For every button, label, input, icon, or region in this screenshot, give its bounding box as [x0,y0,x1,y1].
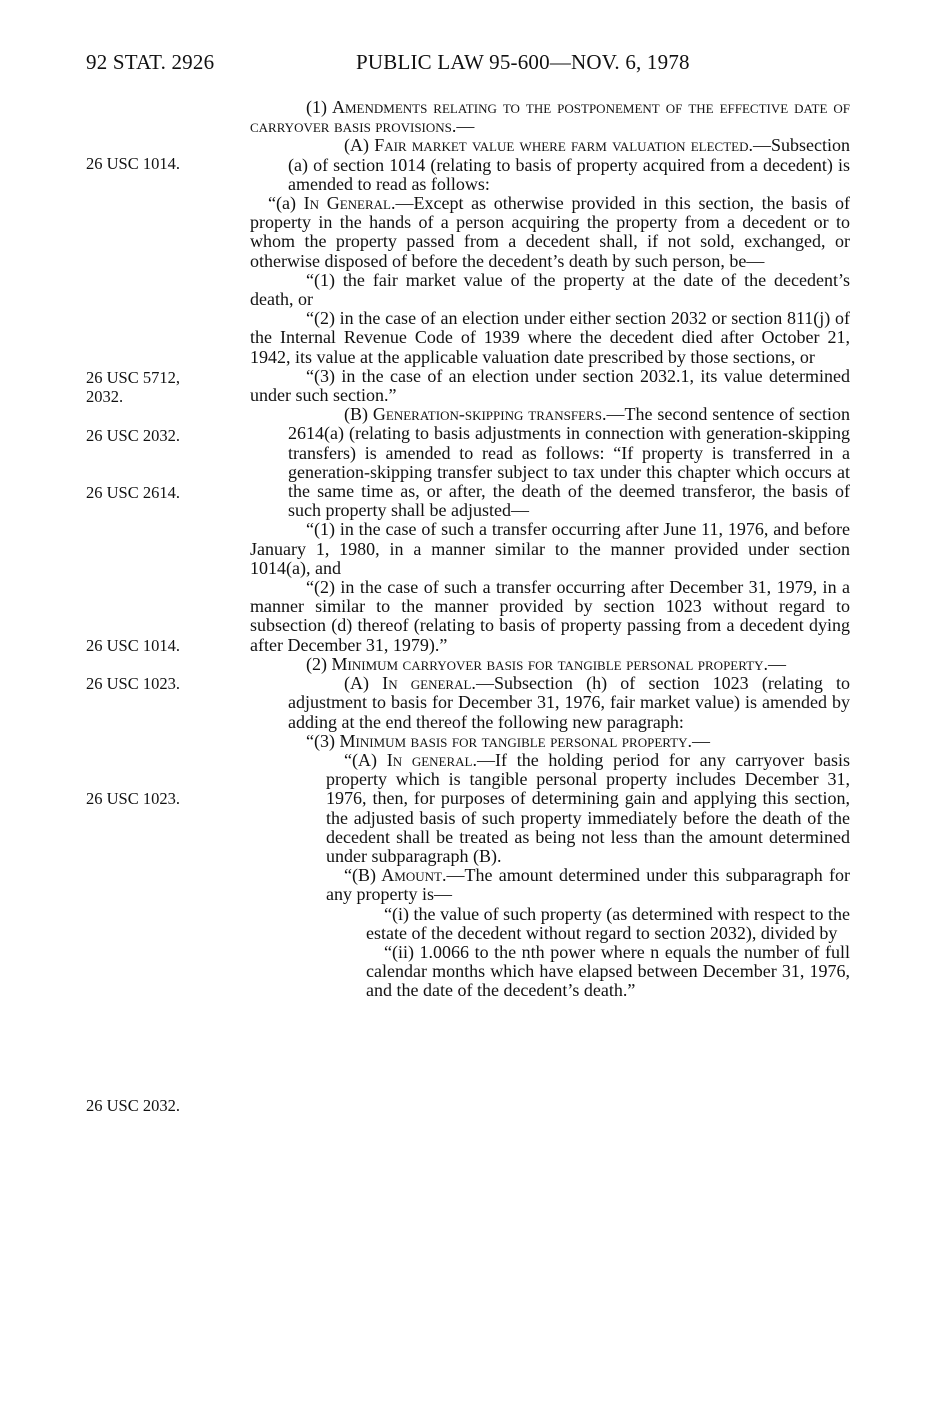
subsection-a: “(a) In General.—Except as otherwise provided in this section, the basis of property in the hands of a person acquiring the property from a decedent or to whom the property passed from a decedent shall, if not sold, exchanged, or otherwise disposed of before the decedent’s death by such person, be— [250,193,850,271]
margin-note: 26 USC 1014. [86,154,180,173]
margin-note: 26 USC 1023. [86,789,180,808]
clause-a2: “(2) in the case of an election under either section 2032 or section 811(j) of the Internal Revenue Code of 1939 where the decedent died after October 21, 1942, its value at the applicable valuation date prescribed by those sections, or [250,308,850,367]
subparagraph-b: (B) Generation-skipping transfers.—The second sentence of section 2614(a) (relating to basis adjustments in connection with generation-skipping transfers) is amended to read as follows: “If property is transferred in a generation-skipping transfer subject to tax under this chapter which occurs at the same time as, or after, the death of the deemed transferor, the basis of such property shall be adjusted— [288,404,850,521]
paragraph-h3: “(3) Minimum basis for tangible personal property.— [306,730,710,751]
clause-ii: “(ii) 1.0066 to the nth power where n equals the number of full calendar months which have elapsed between December 31, 1976, and the date of the decedent’s death.” [366,941,850,1001]
paragraph-1: (1) Amendments relating to the postponement of the effective date of carryover basis provisions.— [250,97,850,137]
clause-b1: “(1) in the case of such a transfer occurring after June 11, 1976, and before January 1, 1980, in a manner similar to the manner provided under section 1014(a), and [250,519,850,578]
statute-citation: 92 STAT. 2926 [86,50,215,74]
clause-a3: “(3) in the case of an election under section 2032.1, its value determined under such section.” [250,365,850,406]
paragraph-2: (2) Minimum carryover basis for tangible personal property.— [306,653,786,674]
margin-note: 2032. [86,387,124,406]
margin-note: 26 USC 2032. [86,1096,180,1115]
statute-body [250,98,850,1001]
clause-a1: “(1) the fair market value of the property at the date of the decedent’s death, or [250,269,850,310]
margin-note: 26 USC 1023. [86,674,180,693]
margin-note: 26 USC 2032. [86,426,180,445]
page-title: PUBLIC LAW 95-600—NOV. 6, 1978 [356,50,690,74]
clause-b2: “(2) in the case of such a transfer occurring after December 31, 1979, in a manner similar to the manner provided by section 1023 without regard to subsection (d) thereof (relating to basis of property passing from a decedent dying after December 31, 1979).” [250,577,850,655]
margin-note: 26 USC 5712, [86,368,180,387]
clause-i: “(i) the value of such property (as determined with respect to the estate of the decedent without regard to section 2032), divided by [366,903,850,943]
subparagraph-h3a: “(A) In general.—If the holding period for any carryover basis property which is tangible personal property includes December 31, 1976, then, for purposes of determining gain and applying this section, the adjusted basis of such property immediately before the death of the decedent shall be treated as being not less than the amount determined under subparagraph (B). [326,749,850,866]
margin-note: 26 USC 1014. [86,636,180,655]
margin-note: 26 USC 2614. [86,483,180,502]
subparagraph-h3b: “(B) Amount.—The amount determined under this subparagraph for any property is— [326,865,850,905]
subparagraph-2a: (A) In general.—Subsection (h) of section 1023 (relating to adjustment to basis for December 31, 1976, fair market value) is amended by adding at the end thereof the following new paragraph: [288,673,851,732]
subparagraph-a: (A) Fair market value where farm valuation elected.—Subsection (a) of section 1014 (relating to basis of property acquired from a decedent) is amended to read as follows: [288,135,851,194]
